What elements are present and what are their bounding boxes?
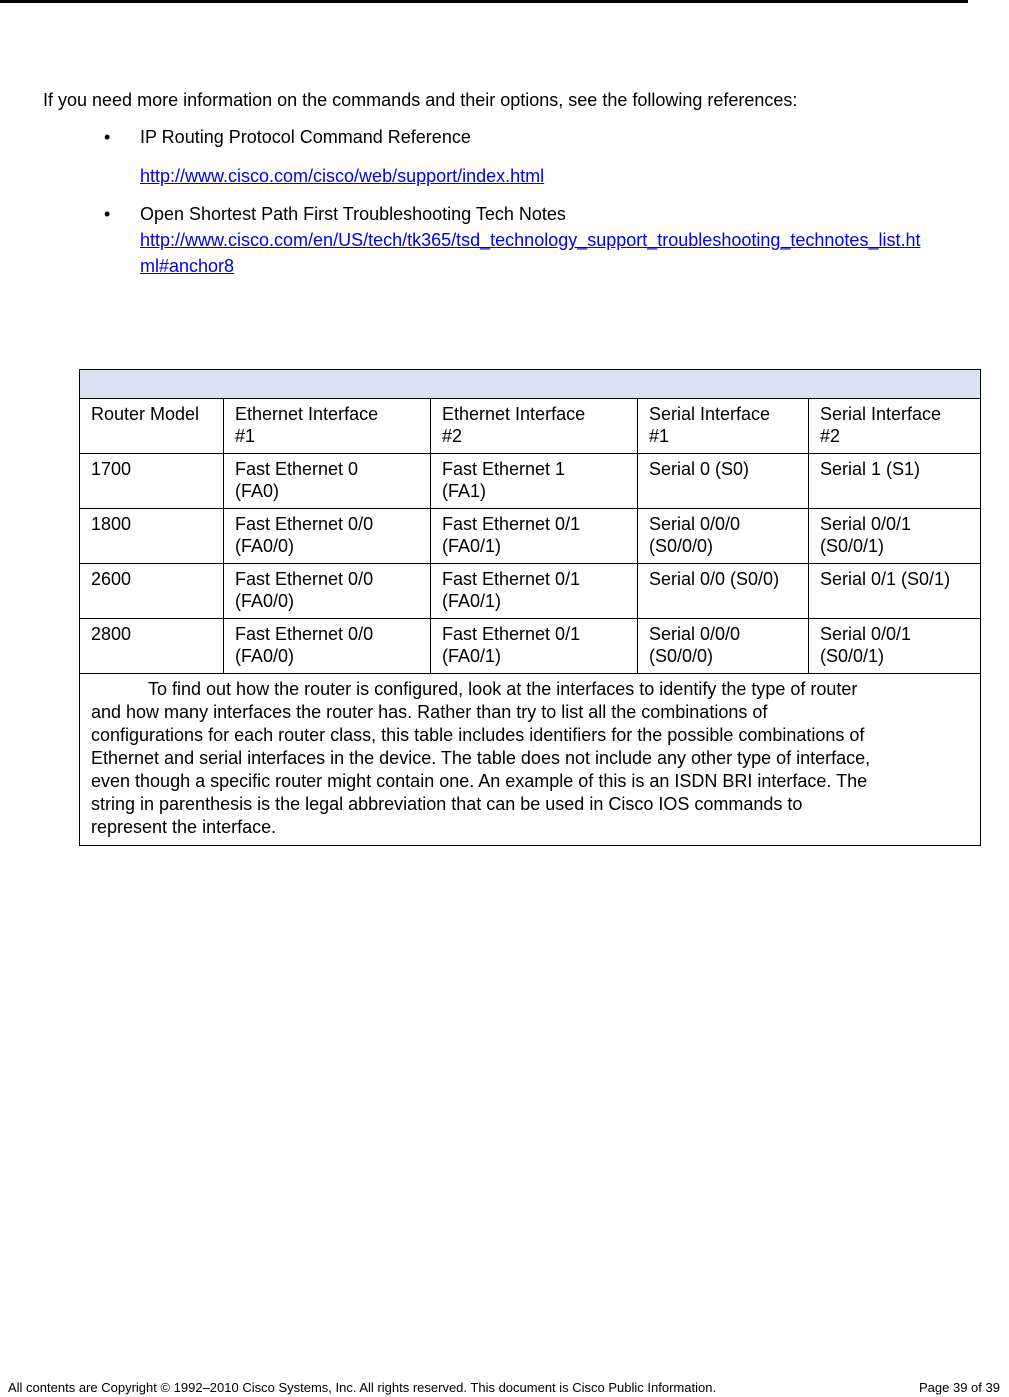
header-line: #1 xyxy=(649,426,670,446)
table-cell xyxy=(431,509,638,564)
header-line: #2 xyxy=(442,426,463,446)
bullet-glyph: • xyxy=(104,127,111,147)
header-line: Serial Interface xyxy=(820,404,942,424)
cell-line: (S0/0/0) xyxy=(649,646,714,666)
table-cell xyxy=(80,509,224,564)
router-interface-table xyxy=(79,369,981,846)
cell-line: Fast Ethernet 0 xyxy=(235,459,359,479)
header-line: #1 xyxy=(235,426,256,446)
header-line: #2 xyxy=(820,426,841,446)
table-cell xyxy=(809,619,981,674)
cell-line: Serial 0/0/1 xyxy=(820,624,912,644)
table-cell xyxy=(809,564,981,619)
cell-line: (FA0/1) xyxy=(442,646,502,666)
table-cell xyxy=(809,509,981,564)
cell-line: (FA0/0) xyxy=(235,591,295,611)
cell-line: (S0/0/0) xyxy=(649,536,714,556)
header-cell xyxy=(431,399,638,454)
bullet-glyph: • xyxy=(104,204,111,224)
note-line: and how many interfaces the router has. Rather than try to list all the combinations of xyxy=(91,702,768,722)
table-cell xyxy=(638,564,809,619)
cell-line: (FA0/1) xyxy=(442,536,502,556)
cell-line: 2800 xyxy=(91,624,132,644)
cell-line: Serial 0/0 (S0/0) xyxy=(649,569,780,589)
header-line: Ethernet Interface xyxy=(442,404,586,424)
header-cell xyxy=(80,399,224,454)
cell-line: Fast Ethernet 0/0 xyxy=(235,514,374,534)
cell-line: Fast Ethernet 1 xyxy=(442,459,566,479)
table-cell xyxy=(431,454,638,509)
table-row xyxy=(80,564,981,619)
header-line: Serial Interface xyxy=(649,404,771,424)
table-cell xyxy=(638,454,809,509)
note-line: string in parenthesis is the legal abbreviation that can be used in Cisco IOS commands to xyxy=(91,794,803,814)
note-line: configurations for each router class, this table includes identifiers for the possible combinations of xyxy=(91,725,865,745)
cell-line: (FA1) xyxy=(442,481,487,501)
header-cell xyxy=(638,399,809,454)
cell-line: (FA0/0) xyxy=(235,536,295,556)
note-line: Ethernet and serial interfaces in the device. The table does not include any other type of interface, xyxy=(91,748,871,768)
table-cell xyxy=(80,454,224,509)
reference-title-2: Open Shortest Path First Troubleshooting Tech Notes xyxy=(140,204,566,224)
reference-link-2-line-2[interactable]: ml#anchor8 xyxy=(140,256,235,276)
cell-line: (S0/0/1) xyxy=(820,536,885,556)
header-cell xyxy=(224,399,431,454)
top-rule xyxy=(0,0,968,3)
cell-line: (S0/0/1) xyxy=(820,646,885,666)
table-cell xyxy=(809,454,981,509)
cell-line: (FA0/0) xyxy=(235,646,295,666)
header-line: Router Model xyxy=(91,404,200,424)
header-cell xyxy=(809,399,981,454)
cell-line: 2600 xyxy=(91,569,132,589)
reference-title-1: IP Routing Protocol Command Reference xyxy=(140,127,471,147)
footer-copyright: All contents are Copyright © 1992–2010 Cisco Systems, Inc. All rights reserved. This document is Cisco Public Information. xyxy=(8,1380,717,1395)
cell-line: Serial 0/0/0 xyxy=(649,514,741,534)
cell-line: (FA0) xyxy=(235,481,280,501)
table-cell xyxy=(224,564,431,619)
table-cell xyxy=(638,619,809,674)
table-row xyxy=(80,619,981,674)
table-cell xyxy=(224,619,431,674)
table-header-row xyxy=(80,399,981,454)
cell-line: (FA0/1) xyxy=(442,591,502,611)
cell-line: Serial 0/0/1 xyxy=(820,514,912,534)
table-cell xyxy=(431,619,638,674)
table-row xyxy=(80,454,981,509)
table-cell xyxy=(224,509,431,564)
cell-line: Serial 0/0/0 xyxy=(649,624,741,644)
note-line: To find out how the router is configured, look at the interfaces to identify the type of router xyxy=(148,679,858,699)
table-row xyxy=(80,509,981,564)
cell-line: Serial 0/1 (S0/1) xyxy=(820,569,951,589)
table-cell xyxy=(80,619,224,674)
cell-line: Serial 1 (S1) xyxy=(820,459,921,479)
cell-line: Fast Ethernet 0/1 xyxy=(442,624,581,644)
cell-line: 1800 xyxy=(91,514,132,534)
footer-page-number: Page 39 of 39 xyxy=(919,1380,1000,1395)
cell-line: Fast Ethernet 0/0 xyxy=(235,569,374,589)
reference-link-1[interactable]: http://www.cisco.com/cisco/web/support/index.html xyxy=(140,166,545,186)
cell-line: 1700 xyxy=(91,459,132,479)
cell-line: Fast Ethernet 0/1 xyxy=(442,514,581,534)
table-cell xyxy=(224,454,431,509)
reference-link-2-line-1[interactable]: http://www.cisco.com/en/US/tech/tk365/tsd_technology_support_troubleshooting_technotes_list.ht xyxy=(140,230,921,250)
cell-line: Fast Ethernet 0/1 xyxy=(442,569,581,589)
intro-text: If you need more information on the commands and their options, see the following references: xyxy=(43,90,798,110)
table-title xyxy=(80,370,981,399)
table-cell xyxy=(638,509,809,564)
table-cell xyxy=(431,564,638,619)
table-title-row xyxy=(80,370,981,399)
note-line: even though a specific router might contain one. An example of this is an ISDN BRI interface. The xyxy=(91,771,868,791)
table-note xyxy=(80,674,981,846)
cell-line: Serial 0 (S0) xyxy=(649,459,750,479)
note-line: represent the interface. xyxy=(91,817,277,837)
header-line: Ethernet Interface xyxy=(235,404,379,424)
cell-line: Fast Ethernet 0/0 xyxy=(235,624,374,644)
table-note-row xyxy=(80,674,981,846)
table-cell xyxy=(80,564,224,619)
